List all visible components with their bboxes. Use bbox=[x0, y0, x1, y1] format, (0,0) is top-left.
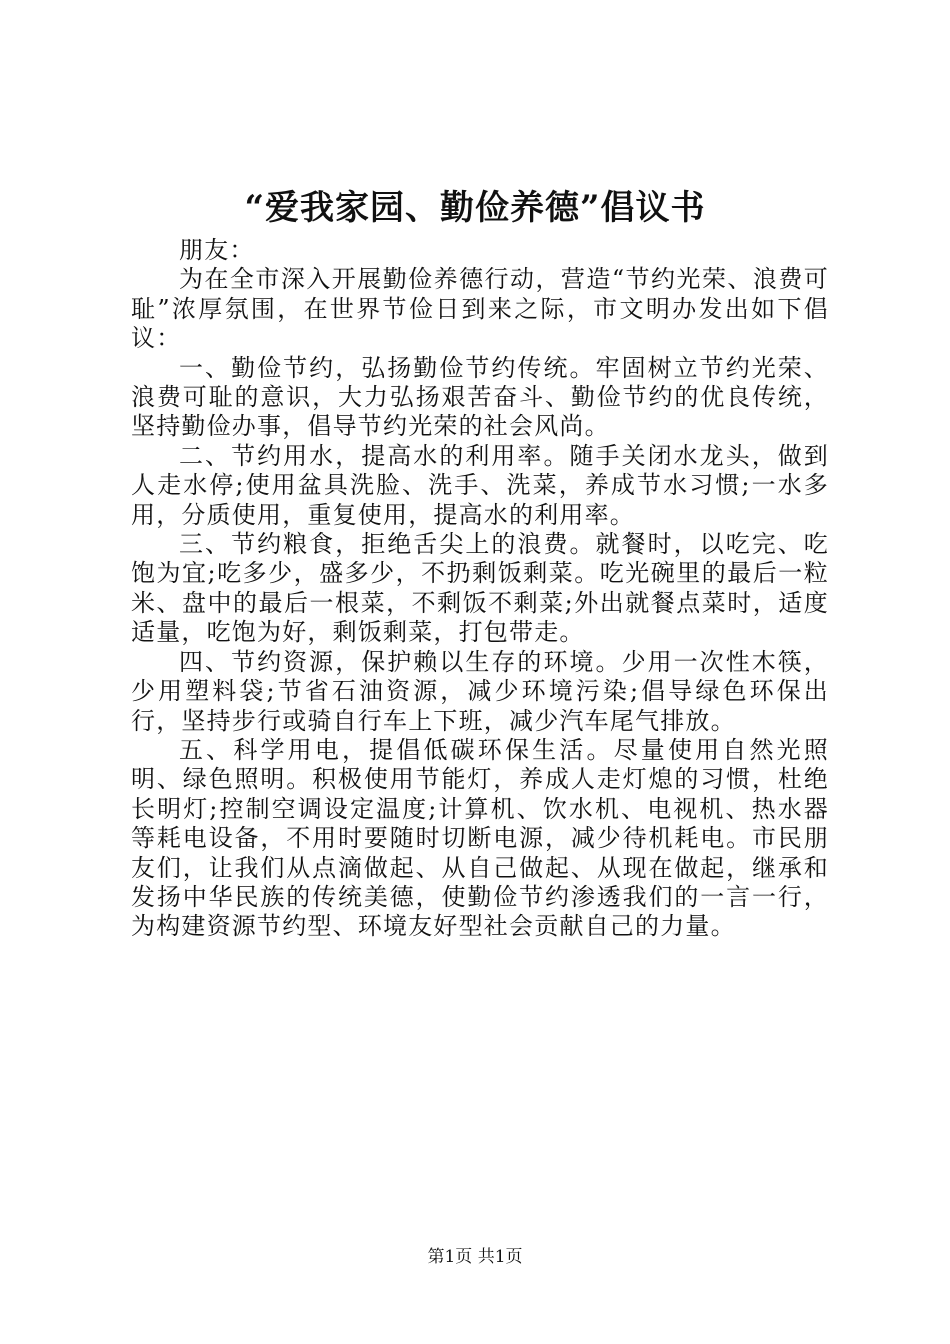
page-footer: 第1页 共1页 bbox=[427, 1247, 523, 1267]
paragraph-item-1: 一、勤俭节约，弘扬勤俭节约传统。牢固树立节约光荣、浪费可耻的意识，大力弘扬艰苦奋斗、勤俭节约的优良传统，坚持勤俭办事，倡导节约光荣的社会风尚。 bbox=[131, 353, 829, 441]
document-body bbox=[131, 236, 829, 942]
paragraph-item-5: 五、科学用电，提倡低碳环保生活。尽量使用自然光照明、绿色照明。积极使用节能灯，养成人走灯熄的习惯，杜绝长明灯;控制空调设定温度;计算机、饮水机、电视机、热水器等耗电设备，不用时要随时切断电源，减少待机耗电。市民朋友们，让我们从点滴做起、从自己做起、从现在做起，继承和发扬中华民族的传统美德，使勤俭节约渗透我们的一言一行，为构建资源节约型、环境友好型社会贡献自己的力量。 bbox=[131, 735, 829, 941]
paragraph-item-2: 二、节约用水，提高水的利用率。随手关闭水龙头，做到人走水停;使用盆具洗脸、洗手、洗菜，养成节水习惯;一水多用，分质使用，重复使用，提高水的利用率。 bbox=[131, 441, 829, 529]
salutation: 朋友： bbox=[179, 236, 255, 264]
document-title: “爱我家园、勤俭养德”倡议书 bbox=[244, 188, 706, 228]
paragraph-item-3: 三、节约粮食，拒绝舌尖上的浪费。就餐时，以吃完、吃饱为宜;吃多少，盛多少，不扔剩饭剩菜。吃光碗里的最后一粒米、盘中的最后一根菜，不剩饭不剩菜;外出就餐点菜时，适度适量，吃饱为好，剩饭剩菜，打包带走。 bbox=[131, 530, 829, 647]
paragraph-item-4: 四、节约资源，保护赖以生存的环境。少用一次性木筷，少用塑料袋;节省石油资源，减少环境污染;倡导绿色环保出行，坚持步行或骑自行车上下班，减少汽车尾气排放。 bbox=[131, 647, 829, 735]
paragraph-intro: 为在全市深入开展勤俭养德行动，营造“节约光荣、浪费可耻”浓厚氛围，在世界节俭日到来之际，市文明办发出如下倡议： bbox=[131, 265, 829, 353]
